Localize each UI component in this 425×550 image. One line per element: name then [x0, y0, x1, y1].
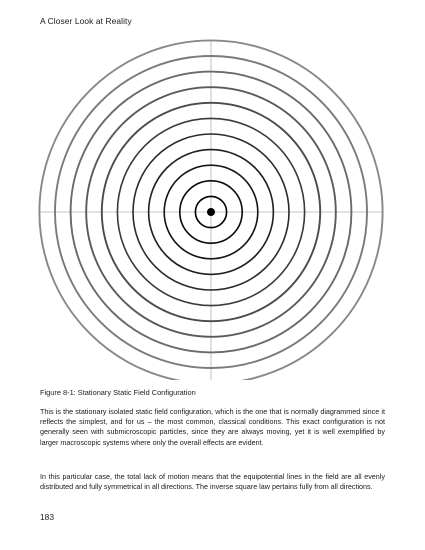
- body-paragraph-2: In this particular case, the total lack of motion means that the equipotential lines in the field are all evenly distributed and fully symmetrical in all directions. The inverse square law pertains fully from all directions.: [40, 472, 385, 492]
- page-number: 183: [40, 512, 54, 522]
- field-source-dot: [207, 208, 215, 216]
- body-paragraph-1: This is the stationary isolated static field configuration, which is the one that is normally diagrammed since it reflects the simplest, and for us – the most common, classical conditions. This exact configuration is not generally seen with submicroscopic particles, since they are always moving, yet it is well exemplified by larger macroscopic systems where only the overall effects are evident.: [40, 407, 385, 447]
- figure-caption: Figure 8-1: Stationary Static Field Configuration: [40, 388, 196, 397]
- running-header: A Closer Look at Reality: [40, 16, 132, 26]
